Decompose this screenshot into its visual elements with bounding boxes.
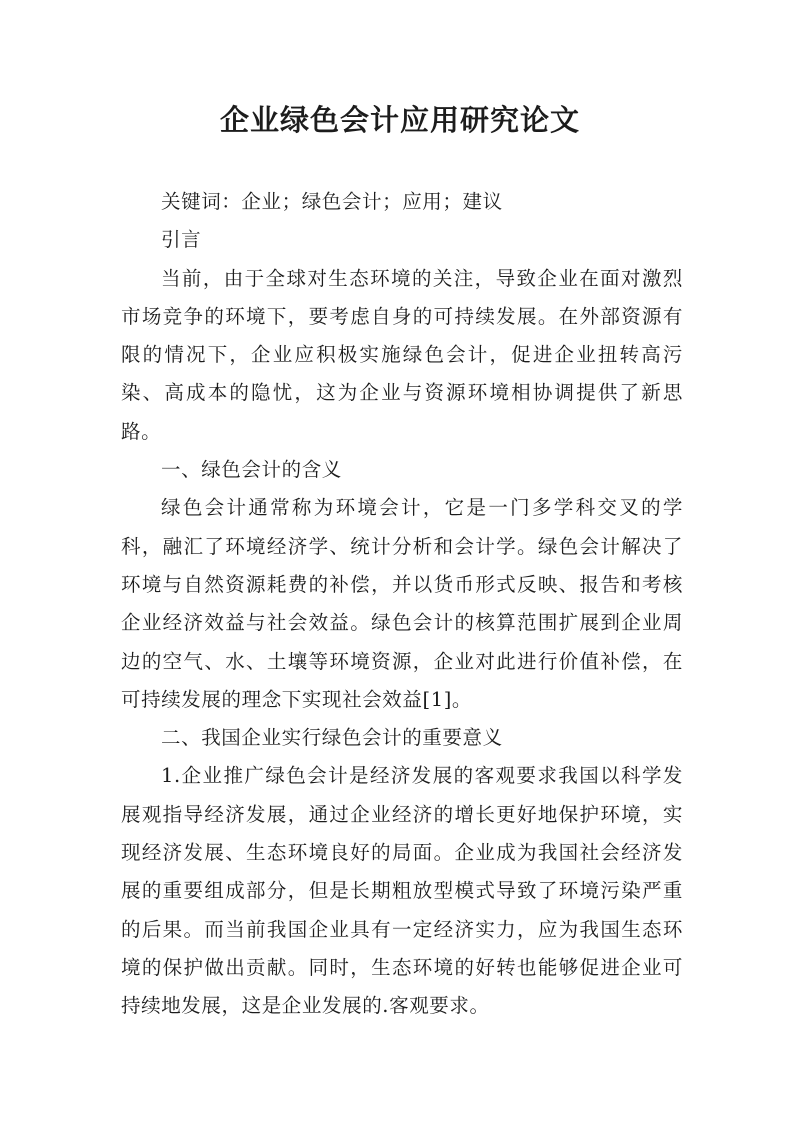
paragraph-introduction: 当前，由于全球对生态环境的关注，导致企业在面对激烈市场竞争的环境下，要考虑自身的可持续发展。在外部资源有限的情况下，企业应积极实施绿色会计，促进企业扭转高污染、高成本的隐忧，这为企业与资源环境相协调提供了新思路。	[121, 266, 683, 443]
keywords-line: 关键词：企业；绿色会计；应用；建议	[161, 190, 503, 213]
heading-section-2: 二、我国企业实行绿色会计的重要意义	[161, 726, 503, 750]
paragraph-section-2-item-1: 1.企业推广绿色会计是经济发展的客观要求我国以科学发展观指导经济发展，通过企业经济的增长更好地保护环境，实现经济发展、生态环境良好的局面。企业成为我国社会经济发展的重要组成部分，但是长期粗放型模式导致了环境污染严重的后果。而当前我国企业具有一定经济实力，应为我国生态环境的保护做出贡献。同时，生态环境的好转也能够促进企业可持续地发展，这是企业发展的.客观要求。	[121, 764, 683, 1018]
heading-introduction: 引言	[161, 228, 202, 252]
document-title: 企业绿色会计应用研究论文	[219, 103, 580, 137]
paragraph-section-1: 绿色会计通常称为环境会计，它是一门多学科交叉的学科，融汇了环境经济学、统计分析和会计学。绿色会计解决了环境与自然资源耗费的补偿，并以货币形式反映、报告和考核企业经济效益与社会效益。绿色会计的核算范围扩展到企业周边的空气、水、土壤等环境资源，企业对此进行价值补偿，在可持续发展的理念下实现社会效益[1]。	[121, 496, 683, 711]
heading-section-1: 一、绿色会计的含义	[161, 458, 342, 482]
document-body	[121, 183, 683, 1026]
